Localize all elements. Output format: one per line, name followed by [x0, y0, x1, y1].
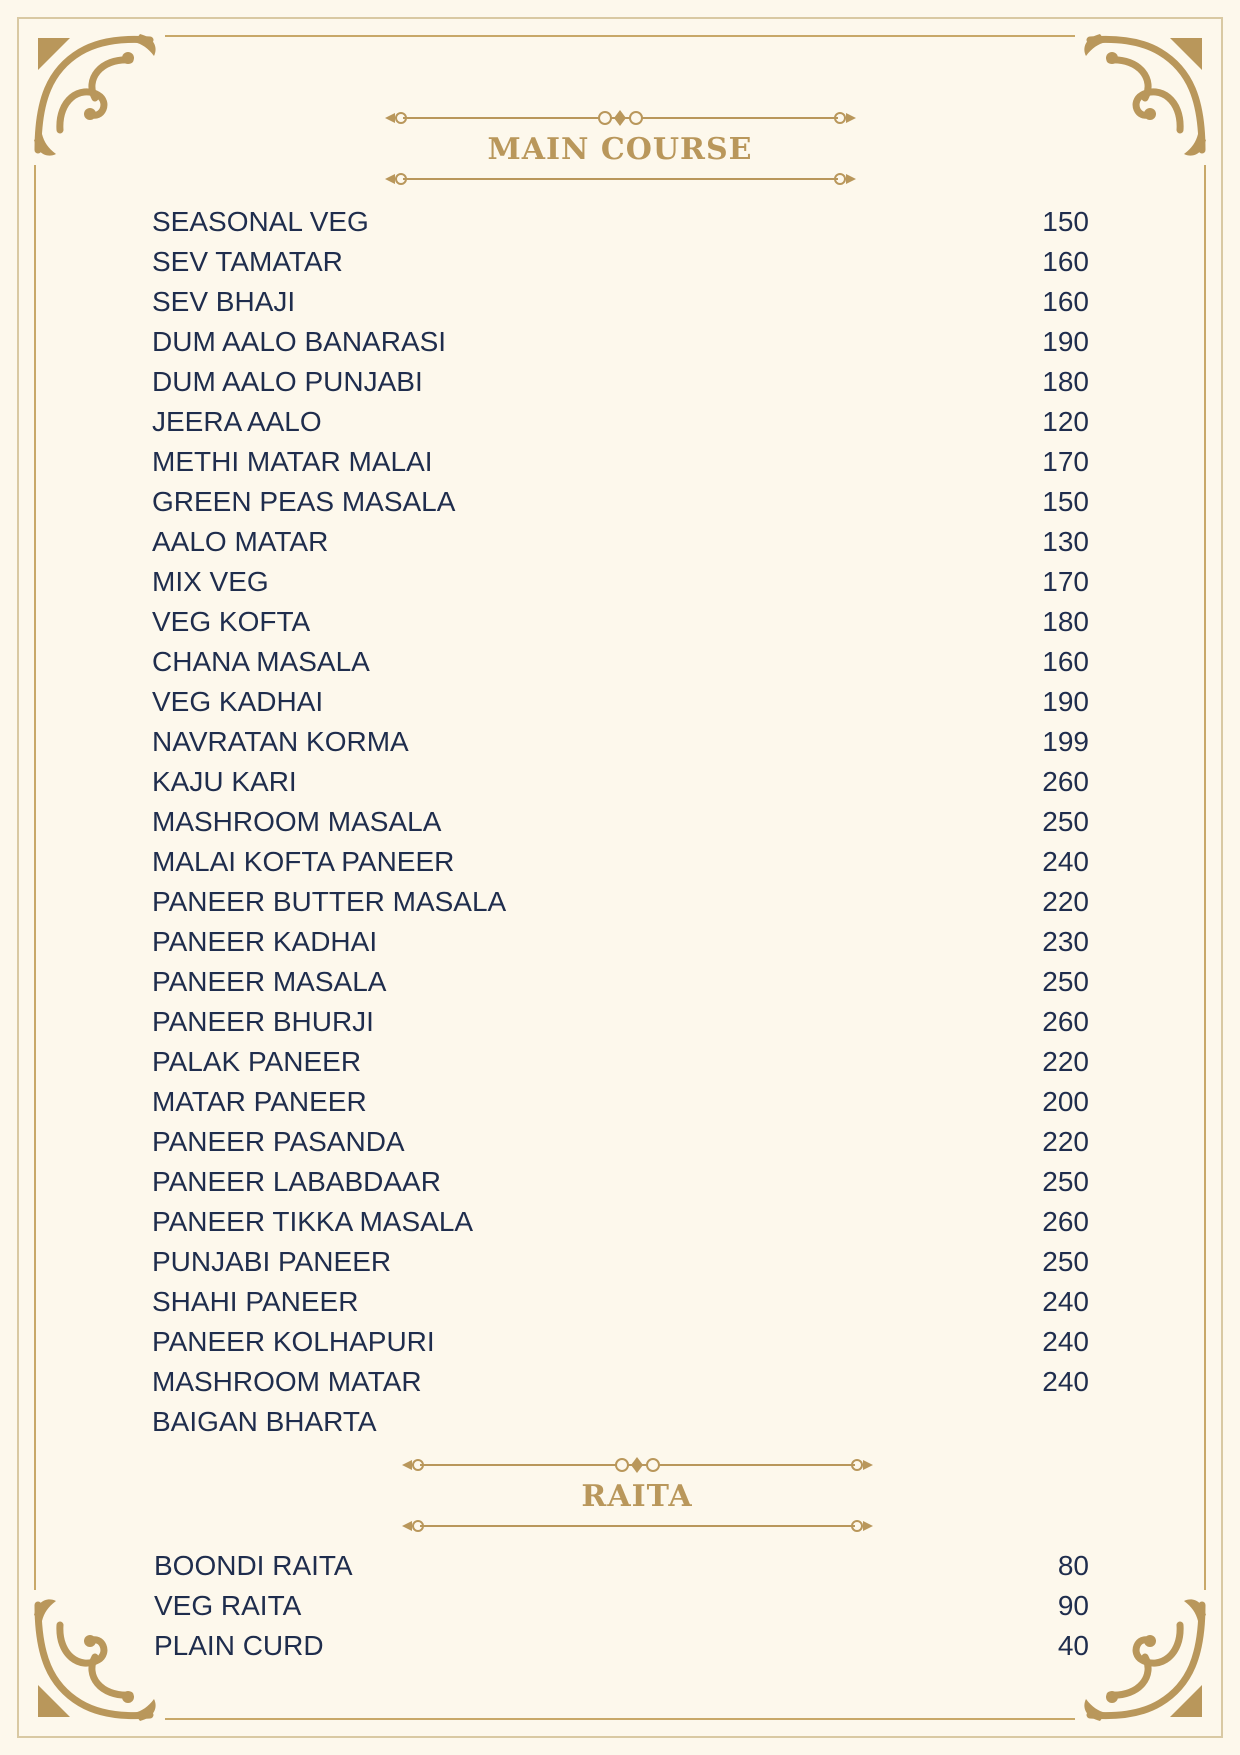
menu-item	[152, 522, 1089, 562]
menu-item	[152, 1282, 1089, 1322]
item-name: METHI MATAR MALAI	[152, 446, 433, 477]
item-name: GREEN PEAS MASALA	[152, 486, 456, 517]
menu-item	[152, 402, 1089, 442]
item-name: MASHROOM MATAR	[152, 1366, 422, 1397]
menu-item	[152, 1002, 1089, 1042]
top-border-line	[165, 35, 1075, 37]
item-price: 90	[1057, 1590, 1089, 1621]
ornamental-divider-bottom	[400, 1516, 875, 1536]
menu-item	[152, 1122, 1089, 1162]
item-price: 160	[1042, 286, 1089, 317]
item-name: NAVRATAN KORMA	[152, 726, 409, 757]
menu-item	[152, 1362, 1089, 1402]
right-border-line	[1204, 165, 1206, 1590]
menu-item	[152, 642, 1089, 682]
item-price: 180	[1042, 366, 1089, 397]
item-name: DUM AALO PUNJABI	[152, 366, 423, 397]
item-name: PANEER BHURJI	[152, 1006, 374, 1037]
item-name: KAJU KARI	[152, 766, 297, 797]
item-name: MALAI KOFTA PANEER	[152, 846, 455, 877]
item-name: MASHROOM MASALA	[152, 806, 442, 837]
item-price: 170	[1042, 566, 1089, 597]
menu-item	[154, 1546, 1089, 1586]
item-price: 240	[1042, 1366, 1089, 1397]
item-price: 199	[1042, 726, 1089, 757]
item-price: 160	[1042, 646, 1089, 677]
menu-item	[154, 1626, 1089, 1666]
left-border-line	[34, 165, 36, 1590]
item-price: 190	[1042, 686, 1089, 717]
item-name: MIX VEG	[152, 566, 269, 597]
item-name: DUM AALO BANARASI	[152, 326, 447, 357]
item-name: MATAR PANEER	[152, 1086, 367, 1117]
section-title-raita: RAITA	[581, 1479, 693, 1514]
corner-ornament-bottom-right	[1080, 1595, 1210, 1725]
section-title-main-course: MAIN COURSE	[487, 132, 753, 167]
item-name: VEG KOFTA	[152, 606, 311, 637]
item-name: PUNJABI PANEER	[152, 1246, 392, 1277]
menu-item	[154, 1586, 1089, 1626]
item-price: 180	[1042, 606, 1089, 637]
menu-item	[152, 882, 1089, 922]
item-price: 250	[1042, 966, 1089, 997]
item-price: 130	[1042, 526, 1089, 557]
ornamental-divider-bottom	[383, 169, 858, 189]
menu-item	[152, 562, 1089, 602]
item-name: PANEER MASALA	[152, 966, 387, 997]
menu-item	[152, 442, 1089, 482]
item-price: 250	[1042, 806, 1089, 837]
main-course-list	[152, 202, 1089, 1442]
item-name: JEERA AALO	[152, 406, 322, 437]
menu-item	[152, 1042, 1089, 1082]
menu-item	[152, 1322, 1089, 1362]
item-name: PANEER KADHAI	[152, 926, 378, 957]
item-price: 40	[1057, 1630, 1089, 1661]
flourish-icon	[30, 1595, 160, 1725]
item-price: 220	[1042, 1126, 1089, 1157]
menu-item	[152, 762, 1089, 802]
item-price: 220	[1042, 1046, 1089, 1077]
item-price: 260	[1042, 766, 1089, 797]
item-price: 240	[1042, 1326, 1089, 1357]
item-price: 160	[1042, 246, 1089, 277]
item-price: 260	[1042, 1006, 1089, 1037]
item-price: 190	[1042, 326, 1089, 357]
menu-item	[152, 1162, 1089, 1202]
item-price: 240	[1042, 846, 1089, 877]
item-price: 250	[1042, 1166, 1089, 1197]
item-name: PANEER TIKKA MASALA	[152, 1206, 474, 1237]
menu-item	[152, 1402, 1089, 1442]
item-name: SEASONAL VEG	[152, 206, 369, 237]
item-price: 150	[1042, 486, 1089, 517]
item-price: 170	[1042, 446, 1089, 477]
raita-list	[154, 1546, 1089, 1666]
menu-item	[152, 282, 1089, 322]
item-price: 120	[1042, 406, 1089, 437]
menu-item	[152, 322, 1089, 362]
menu-item	[152, 242, 1089, 282]
menu-item	[152, 722, 1089, 762]
menu-item	[152, 362, 1089, 402]
menu-item	[152, 922, 1089, 962]
menu-item	[152, 602, 1089, 642]
item-price: 200	[1042, 1086, 1089, 1117]
item-name: PANEER BUTTER MASALA	[152, 886, 507, 917]
ornamental-divider-top	[383, 108, 858, 128]
item-name: PANEER KOLHAPURI	[152, 1326, 435, 1357]
menu-item	[152, 1202, 1089, 1242]
ornamental-divider-top	[400, 1455, 875, 1475]
item-price: 80	[1057, 1550, 1089, 1581]
item-name: PLAIN CURD	[154, 1630, 324, 1661]
menu-item	[152, 202, 1089, 242]
item-price: 230	[1042, 926, 1089, 957]
menu-item	[152, 1082, 1089, 1122]
item-name: SHAHI PANEER	[152, 1286, 359, 1317]
item-name: SEV TAMATAR	[152, 246, 343, 277]
corner-ornament-bottom-left	[30, 1595, 160, 1725]
item-name: VEG KADHAI	[152, 686, 324, 717]
item-price: 150	[1042, 206, 1089, 237]
item-price: 220	[1042, 886, 1089, 917]
item-name: VEG RAITA	[154, 1590, 302, 1621]
menu-item	[152, 482, 1089, 522]
bottom-border-line	[165, 1718, 1075, 1720]
item-name: BOONDI RAITA	[154, 1550, 353, 1581]
item-name: BAIGAN BHARTA	[152, 1406, 377, 1437]
item-price: 250	[1042, 1246, 1089, 1277]
item-name: PANEER PASANDA	[152, 1126, 405, 1157]
item-name: AALO MATAR	[152, 526, 329, 557]
menu-item	[152, 682, 1089, 722]
item-name: CHANA MASALA	[152, 646, 370, 677]
item-name: SEV BHAJI	[152, 286, 296, 317]
item-price: 240	[1042, 1286, 1089, 1317]
item-name: PALAK PANEER	[152, 1046, 362, 1077]
flourish-icon	[1080, 1595, 1210, 1725]
item-name: PANEER LABABDAAR	[152, 1166, 441, 1197]
item-price: 260	[1042, 1206, 1089, 1237]
menu-item	[152, 962, 1089, 1002]
menu-item	[152, 1242, 1089, 1282]
menu-item	[152, 802, 1089, 842]
menu-item	[152, 842, 1089, 882]
